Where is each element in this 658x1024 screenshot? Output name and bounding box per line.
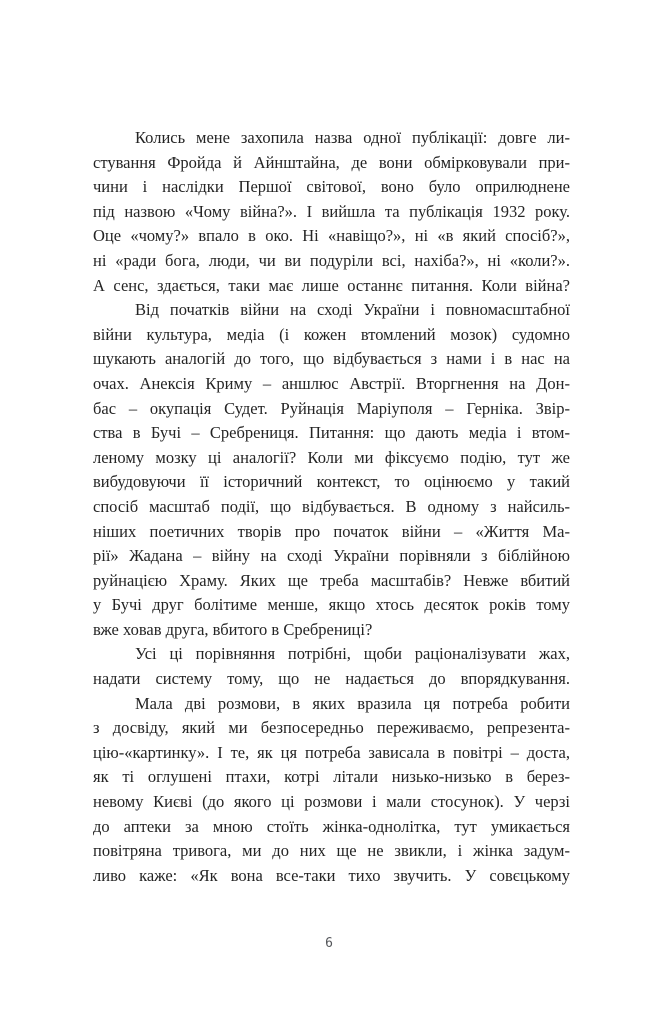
text-line: повітряна тривога, ми до них ще не звикли, і жінка задум- bbox=[93, 841, 570, 861]
text-line: стування Фройда й Айнштайна, де вони обмірковували при- bbox=[93, 152, 570, 172]
text-line: вже ховав друга, вбитого в Сребрениці? bbox=[93, 619, 373, 639]
page-number: 6 bbox=[325, 936, 333, 951]
text-line: шукають аналогій до того, що відбувається з нами і в нас на bbox=[93, 349, 570, 369]
text-line: спосіб масштаб події, що відбувається. В одному з найсиль- bbox=[93, 496, 570, 516]
paragraph bbox=[93, 298, 570, 642]
text-line: як ті оглушені птахи, котрі літали низько-низько в берез- bbox=[93, 767, 570, 787]
text-line: Від початків війни на сході України і повномасштабної bbox=[135, 300, 570, 320]
text-line: з досвіду, який ми безпосередньо переживаємо, репрезента- bbox=[93, 718, 570, 738]
paragraph bbox=[93, 692, 570, 889]
text-line: ні «ради бога, люди, чи ви подуріли всі, нахіба?», ні «коли?». bbox=[93, 250, 570, 270]
text-line: Оце «чому?» впало в око. Ні «навіщо?», ні «в який спосіб?», bbox=[93, 226, 570, 246]
paragraph bbox=[93, 126, 570, 298]
text-line: Колись мене захопила назва одної публікації: довге ли- bbox=[135, 128, 570, 147]
text-line: ства в Бучі – Сребрениця. Питання: що дають медіа і втом- bbox=[93, 423, 570, 443]
text-line: ніших поетичних творів про початок війни – «Життя Ма- bbox=[93, 521, 570, 541]
text-line: леному мозку ці аналогії? Коли ми фіксуємо подію, тут же bbox=[93, 447, 570, 467]
text-line: А сенс, здається, таки має лише останнє питання. Коли війна? bbox=[93, 275, 570, 295]
text-line: вибудовуючи її історичний контекст, то оцінюємо у такий bbox=[93, 472, 570, 492]
text-line: під назвою «Чому війна?». І вийшла та публікація 1932 року. bbox=[93, 201, 570, 221]
text-line: надати систему тому, що не надається до впорядкування. bbox=[93, 669, 570, 689]
text-line: невому Києві (до якого ці розмови і мали стосунок). У черзі bbox=[93, 792, 570, 812]
text-line: війни культура, медіа (і кожен втомлений мозок) судомно bbox=[93, 324, 570, 344]
paragraph bbox=[93, 642, 570, 691]
text-block bbox=[93, 126, 570, 888]
text-line: Мала дві розмови, в яких вразила ця потреба робити bbox=[135, 693, 570, 713]
text-line: до аптеки за мною стоїть жінка-однолітка, тут умикається bbox=[93, 816, 570, 836]
text-line: рії» Жадана – війну на сході України порівняли з біблійною bbox=[93, 546, 570, 566]
text-line: бас – окупація Судет. Руйнація Маріуполя – Герніка. Звір- bbox=[93, 398, 570, 418]
text-line: очах. Анексія Криму – аншлюс Австрії. Вторгнення на Дон- bbox=[93, 373, 570, 393]
text-line: руйнацією Храму. Яких ще треба масштабів? Невже вбитий bbox=[93, 570, 570, 590]
text-line: Усі ці порівняння потрібні, щоби раціоналізувати жах, bbox=[135, 644, 570, 664]
text-line: ливо каже: «Як вона все-таки тихо звучить. У совєцькому bbox=[93, 865, 570, 885]
text-line: у Бучі друг болітиме менше, якщо хтось десяток років тому bbox=[93, 595, 570, 615]
text-line: чини і наслідки Першої світової, воно було оприлюднене bbox=[93, 177, 570, 197]
text-line: цію-«картинку». І те, як ця потреба зависала в повітрі – доста, bbox=[93, 742, 570, 762]
